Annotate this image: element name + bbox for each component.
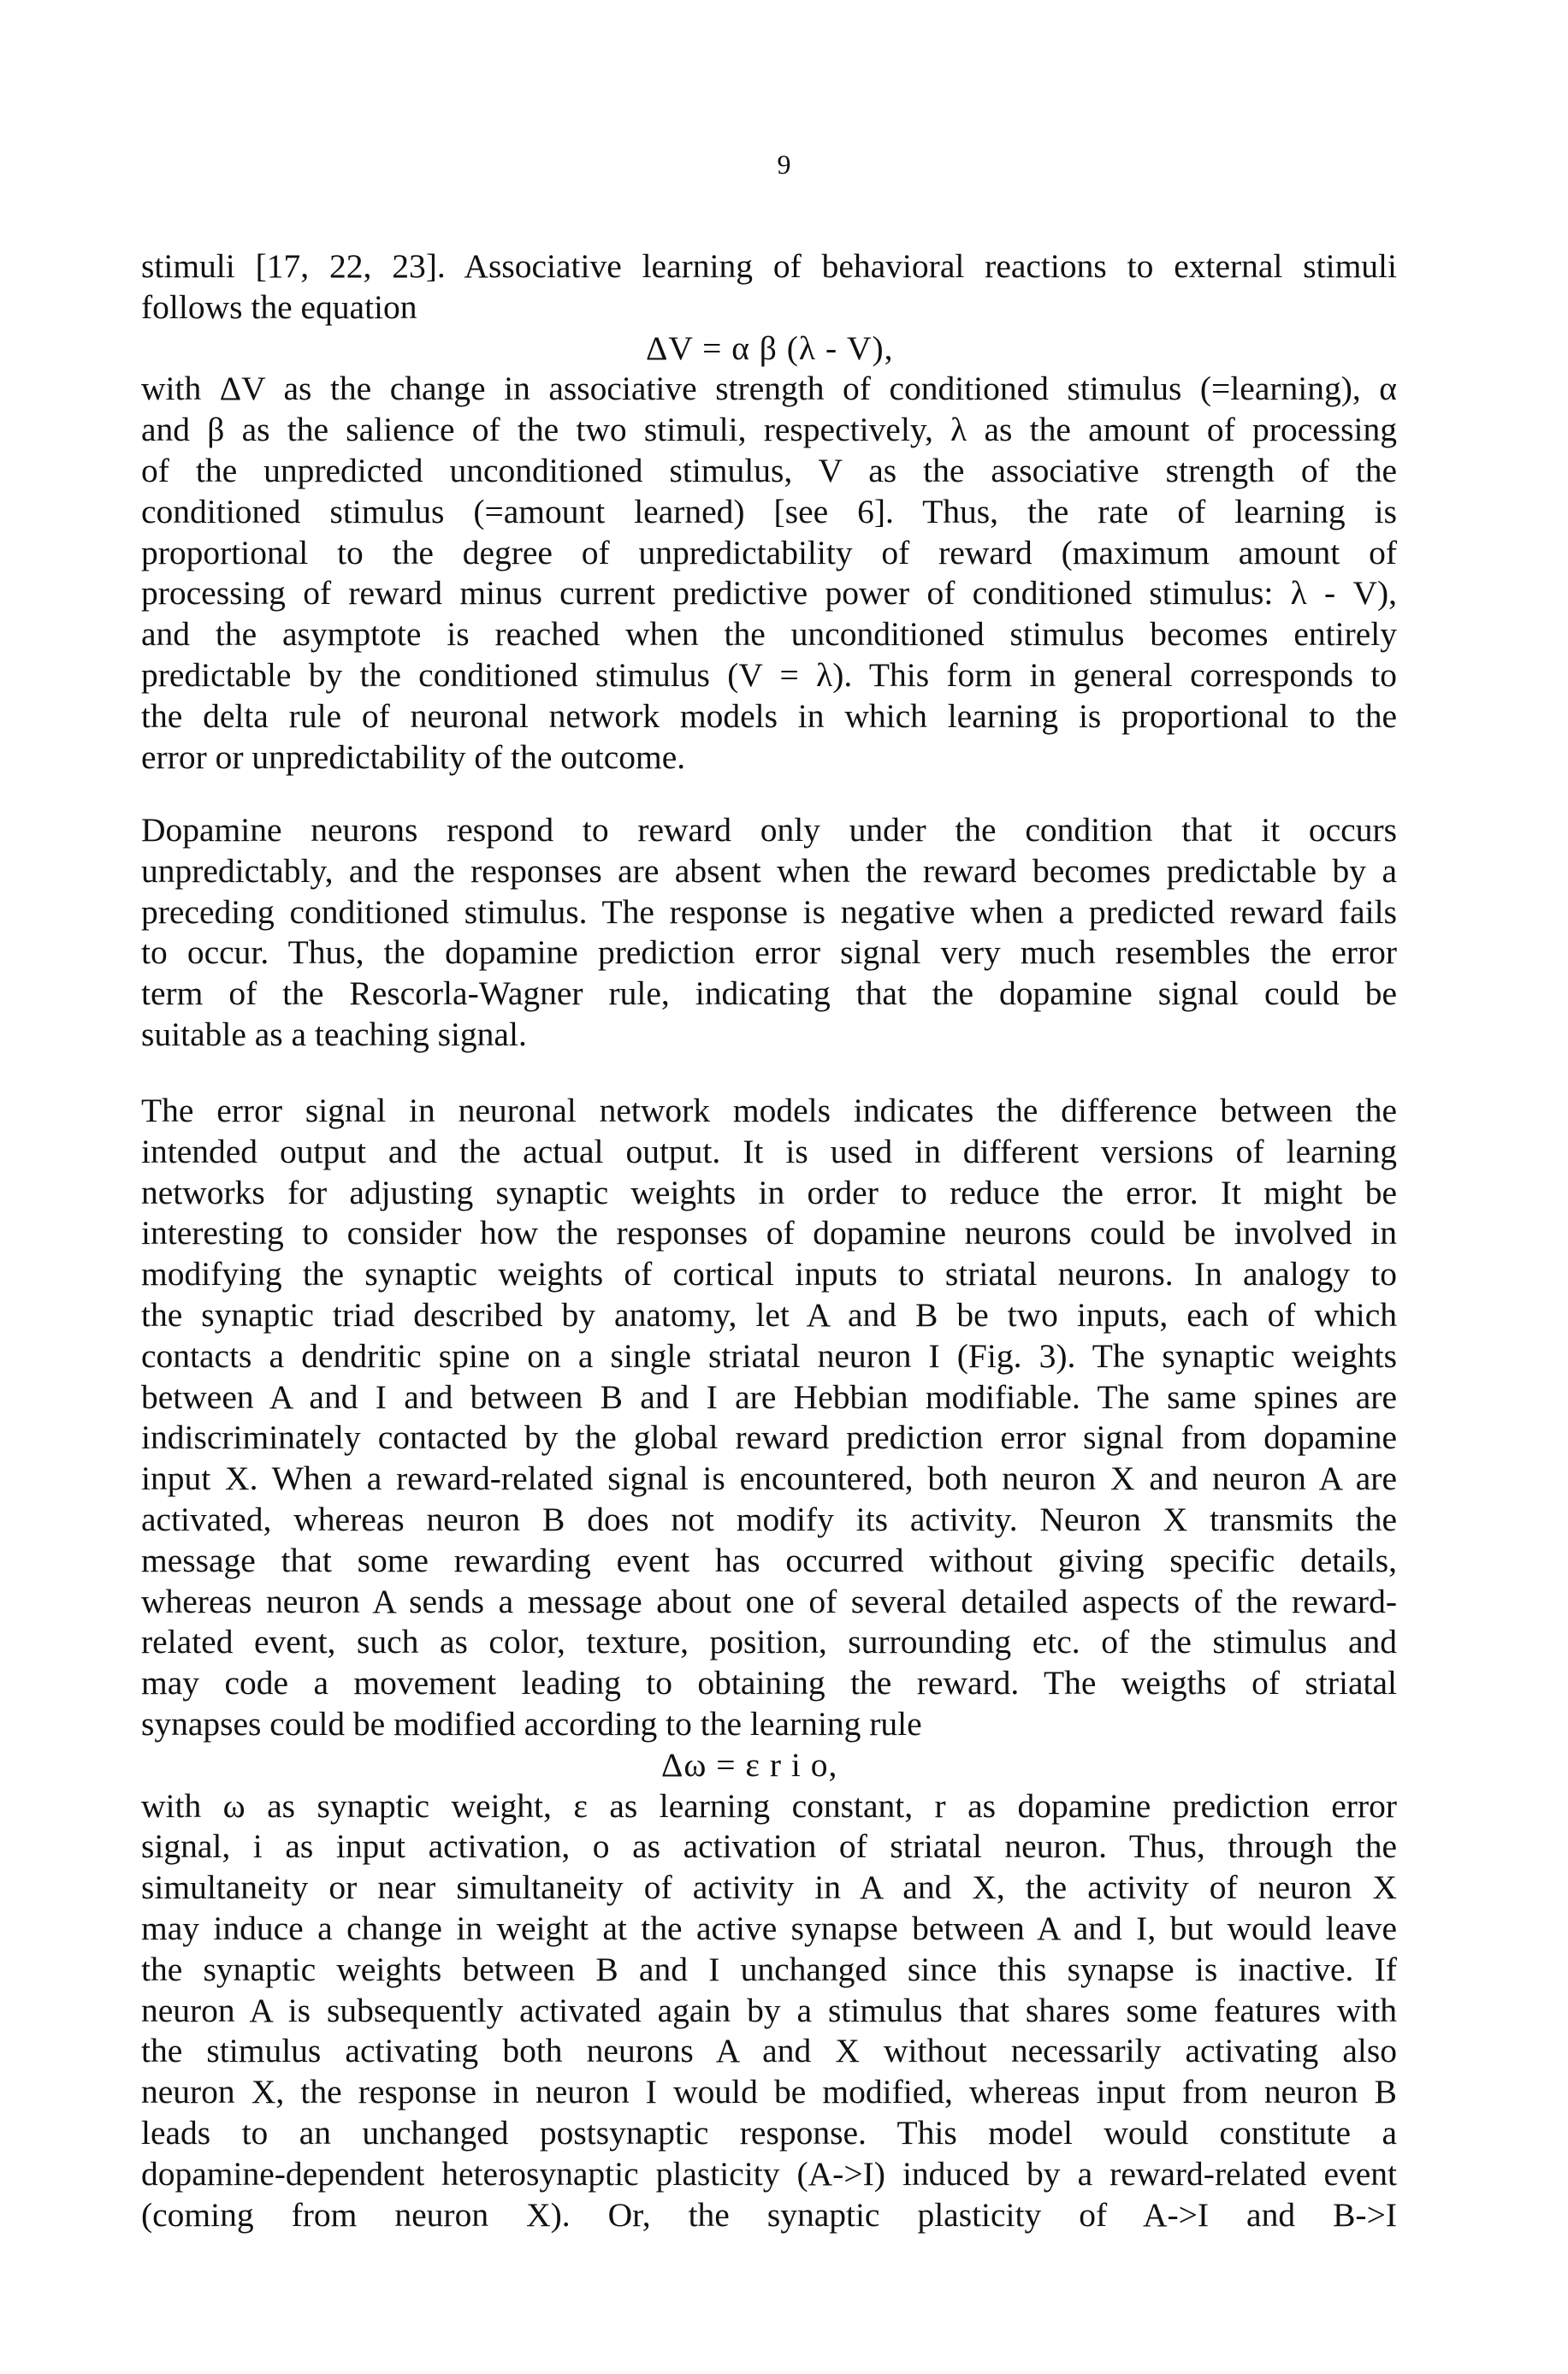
text-line: suitable as a teaching signal. [141,1015,527,1053]
text-line: error or unpredictability of the outcome. [141,737,686,776]
text-line: with ΔV as the change in associative strength of conditioned stimulus (=learning), α [141,370,1397,408]
paragraph-dopamine-response [141,810,1397,1056]
text-line: the stimulus activating both neurons A and X without necessarily activating also [141,2032,1397,2070]
text-line: input X. When a reward-related signal is encountered, both neuron X and neuron A are [141,1459,1397,1498]
text-line: conditioned stimulus (=amount learned) [see 6]. Thus, the rate of learning is [141,492,1397,530]
equation-rescorla-wagner: ΔV = α β (λ - V), [646,329,894,367]
text-line: intended output and the actual output. It is used in different versions of learning [141,1132,1397,1170]
text-line: may code a movement leading to obtaining the reward. The weigths of striatal [141,1664,1397,1702]
text-line: The error signal in neuronal network models indicates the difference between the [141,1092,1397,1129]
text-line: term of the Rescorla-Wagner rule, indicating that the dopamine signal could be [141,974,1397,1013]
text-line: may induce a change in weight at the active synapse between A and I, but would leave [141,1909,1397,1947]
text-line: the delta rule of neuronal network models in which learning is proportional to the [141,696,1397,735]
equation-learning-rule: Δω = ε r i o, [661,1745,838,1784]
text-line: processing of reward minus current predictive power of conditioned stimulus: λ - V), [141,574,1397,613]
text-line: related event, such as color, texture, position, surrounding etc. of the stimulus and [141,1623,1397,1661]
text-line: with ω as synaptic weight, ε as learning constant, r as dopamine prediction error [141,1786,1397,1825]
text-line: networks for adjusting synaptic weights in order to reduce the error. It might be [141,1173,1397,1211]
text-line: predictable by the conditioned stimulus (V = λ). This form in general corresponds to [141,655,1397,694]
text-line: activated, whereas neuron B does not modify its activity. Neuron X transmits the [141,1500,1397,1538]
text-line: modifying the synaptic weights of cortical inputs to striatal neurons. In analogy to [141,1255,1397,1294]
text-line: the synaptic triad described by anatomy, let A and B be two inputs, each of which [141,1295,1397,1334]
paragraph-error-signal [141,1091,1397,2235]
text-line: and the asymptote is reached when the unconditioned stimulus becomes entirely [141,615,1397,654]
text-line: the synaptic weights between B and I unchanged since this synapse is inactive. If [141,1950,1397,1988]
text-line: to occur. Thus, the dopamine prediction error signal very much resembles the error [141,933,1397,972]
text-line: whereas neuron A sends a message about one of several detailed aspects of the reward- [141,1582,1397,1620]
text-line: interesting to consider how the responses of dopamine neurons could be involved in [141,1214,1397,1252]
text-line: message that some rewarding event has occurred without giving specific details, [141,1541,1397,1579]
text-line: indiscriminately contacted by the global reward prediction error signal from dopamine [141,1418,1397,1457]
text-line: stimuli [17, 22, 23]. Associative learning of behavioral reactions to external stimuli [141,247,1397,285]
text-line: leads to an unchanged postsynaptic response. This model would constitute a [141,2113,1397,2152]
text-line: synapses could be modified according to the learning rule [141,1704,922,1743]
text-line: (coming from neuron X). Or, the synaptic plasticity of A->I and B->I [141,2195,1397,2234]
text-line: unpredictably, and the responses are absent when the reward becomes predictable by a [141,851,1397,890]
paragraph-rescorla-wagner [141,246,1397,778]
text-line: signal, i as input activation, o as activation of striatal neuron. Thus, through the [141,1827,1397,1866]
text-line: and β as the salience of the two stimuli, respectively, λ as the amount of processing [141,411,1397,449]
text-line: neuron X, the response in neuron I would be modified, whereas input from neuron B [141,2073,1397,2111]
text-line: simultaneity or near simultaneity of activity in A and X, the activity of neuron X [141,1868,1397,1907]
text-line: contacts a dendritic spine on a single striatal neuron I (Fig. 3). The synaptic weights [141,1336,1397,1375]
text-line: neuron A is subsequently activated again by a stimulus that shares some features with [141,1991,1397,2029]
text-line: preceding conditioned stimulus. The response is negative when a predicted reward fails [141,892,1397,931]
text-line: between A and I and between B and I are Hebbian modifiable. The same spines are [141,1377,1397,1416]
text-line: follows the equation [141,287,417,326]
text-line: of the unpredicted unconditioned stimulus, V as the associative strength of the [141,451,1397,489]
text-line: Dopamine neurons respond to reward only under the condition that it occurs [141,811,1397,849]
text-line: dopamine-dependent heterosynaptic plasticity (A->I) induced by a reward-related event [141,2154,1397,2193]
text-line: proportional to the degree of unpredictability of reward (maximum amount of [141,533,1397,571]
page-number: 9 [777,149,791,180]
